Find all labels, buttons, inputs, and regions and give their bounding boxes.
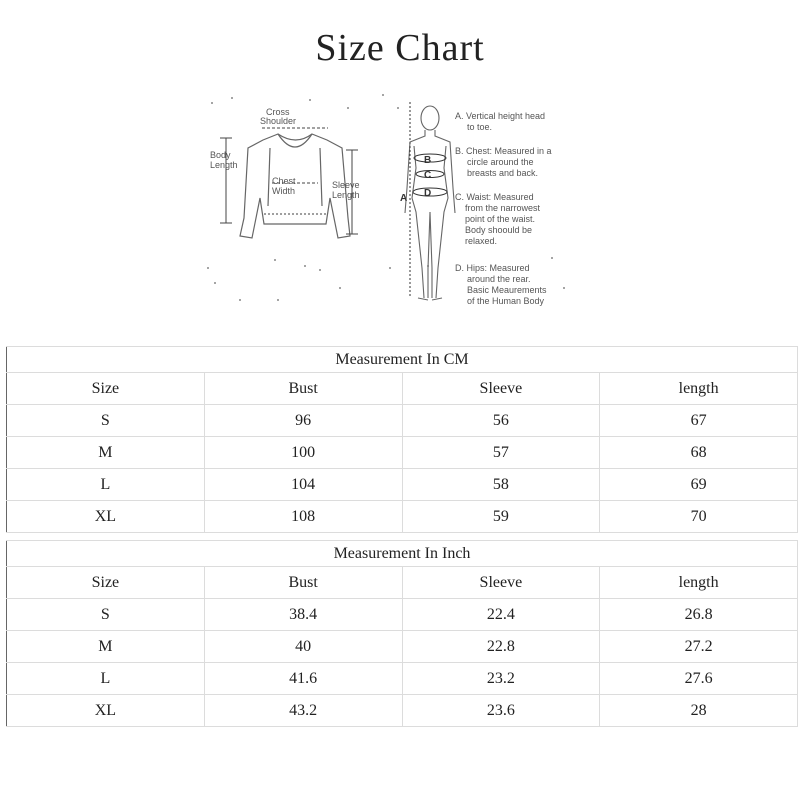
- table-row: [7, 501, 798, 533]
- table-title-inch: Measurement In Inch: [7, 541, 798, 567]
- cell-size: XL: [7, 695, 205, 727]
- body-length-label-1: Body: [210, 150, 231, 160]
- cell-sleeve: 22.8: [402, 631, 600, 663]
- table-row: [7, 695, 798, 727]
- body-letter-b: B: [424, 155, 432, 166]
- col-header-sleeve: Sleeve: [402, 567, 600, 599]
- body-length-label-2: Length: [210, 160, 238, 170]
- table-header-row: [7, 567, 798, 599]
- cell-size: M: [7, 631, 205, 663]
- table-row: [7, 437, 798, 469]
- cell-length: 70: [600, 501, 798, 533]
- note-d-line-2: around the rear.: [467, 274, 531, 284]
- table-row: [7, 469, 798, 501]
- cell-bust: 100: [204, 437, 402, 469]
- col-header-size: Size: [7, 567, 205, 599]
- cell-length: 28: [600, 695, 798, 727]
- table-row: [7, 663, 798, 695]
- cell-bust: 108: [204, 501, 402, 533]
- sleeve-length-label-2: Length: [332, 190, 360, 200]
- table-row: [7, 405, 798, 437]
- cell-length: 69: [600, 469, 798, 501]
- table-measurement-cm: [6, 346, 798, 533]
- cell-length: 27.2: [600, 631, 798, 663]
- table-measurement-inch: [6, 540, 798, 727]
- chest-width-label-2: Width: [272, 186, 296, 196]
- note-d-line-3: Basic Meaurements: [467, 285, 547, 295]
- cell-size: L: [7, 663, 205, 695]
- note-a-line-1: A. Vertical height head: [455, 111, 546, 121]
- table-header-row: [7, 373, 798, 405]
- cell-bust: 38.4: [204, 599, 402, 631]
- body-letter-a: A: [400, 193, 408, 204]
- note-c-line-4: Body shoould be: [465, 225, 533, 235]
- cell-size: S: [7, 599, 205, 631]
- cross-shoulder-label-1: Cross: [266, 107, 290, 117]
- cell-length: 27.6: [600, 663, 798, 695]
- measurement-notes: [455, 111, 552, 306]
- table-row: [7, 631, 798, 663]
- table-title-row: [7, 347, 798, 373]
- cell-sleeve: 59: [402, 501, 600, 533]
- note-b-line-3: breasts and back.: [467, 168, 539, 178]
- cell-bust: 104: [204, 469, 402, 501]
- col-header-bust: Bust: [204, 567, 402, 599]
- measurement-diagram-svg: [200, 88, 570, 318]
- cell-sleeve: 22.4: [402, 599, 600, 631]
- cell-size: XL: [7, 501, 205, 533]
- body-letter-d: D: [424, 188, 432, 199]
- chest-width-label-1: Chest: [272, 176, 296, 186]
- note-a-line-2: to toe.: [467, 122, 493, 132]
- cell-size: M: [7, 437, 205, 469]
- note-d-line-1: D. Hips: Measured: [455, 263, 530, 273]
- col-header-bust: Bust: [204, 373, 402, 405]
- cell-length: 67: [600, 405, 798, 437]
- col-header-length: length: [600, 373, 798, 405]
- note-c-line-3: point of the waist.: [465, 214, 536, 224]
- cell-sleeve: 58: [402, 469, 600, 501]
- body-letter-c: C: [424, 170, 432, 181]
- col-header-length: length: [600, 567, 798, 599]
- body-figure: [405, 106, 455, 300]
- note-c-line-5: relaxed.: [465, 236, 498, 246]
- note-c-line-2: from the narrowest: [465, 203, 541, 213]
- table-title-cm: Measurement In CM: [7, 347, 798, 373]
- measurement-diagram: [200, 88, 570, 318]
- cell-length: 26.8: [600, 599, 798, 631]
- col-header-size: Size: [7, 373, 205, 405]
- note-b-line-1: B. Chest: Measured in a: [455, 146, 552, 156]
- page-title: Size Chart: [315, 27, 485, 69]
- note-c-line-1: C. Waist: Measured: [455, 192, 534, 202]
- cell-sleeve: 23.6: [402, 695, 600, 727]
- sleeve-length-label-1: Sleeve: [332, 180, 360, 190]
- note-d-line-4: of the Human Body: [467, 296, 545, 306]
- table-title-row: [7, 541, 798, 567]
- cell-bust: 41.6: [204, 663, 402, 695]
- cell-size: L: [7, 469, 205, 501]
- cell-sleeve: 57: [402, 437, 600, 469]
- table-row: [7, 599, 798, 631]
- cell-length: 68: [600, 437, 798, 469]
- cross-shoulder-label-2: Shoulder: [260, 116, 297, 126]
- cell-bust: 43.2: [204, 695, 402, 727]
- cell-size: S: [7, 405, 205, 437]
- cell-sleeve: 56: [402, 405, 600, 437]
- note-b-line-2: circle around the: [467, 157, 534, 167]
- cell-bust: 40: [204, 631, 402, 663]
- cell-sleeve: 23.2: [402, 663, 600, 695]
- cell-bust: 96: [204, 405, 402, 437]
- col-header-sleeve: Sleeve: [402, 373, 600, 405]
